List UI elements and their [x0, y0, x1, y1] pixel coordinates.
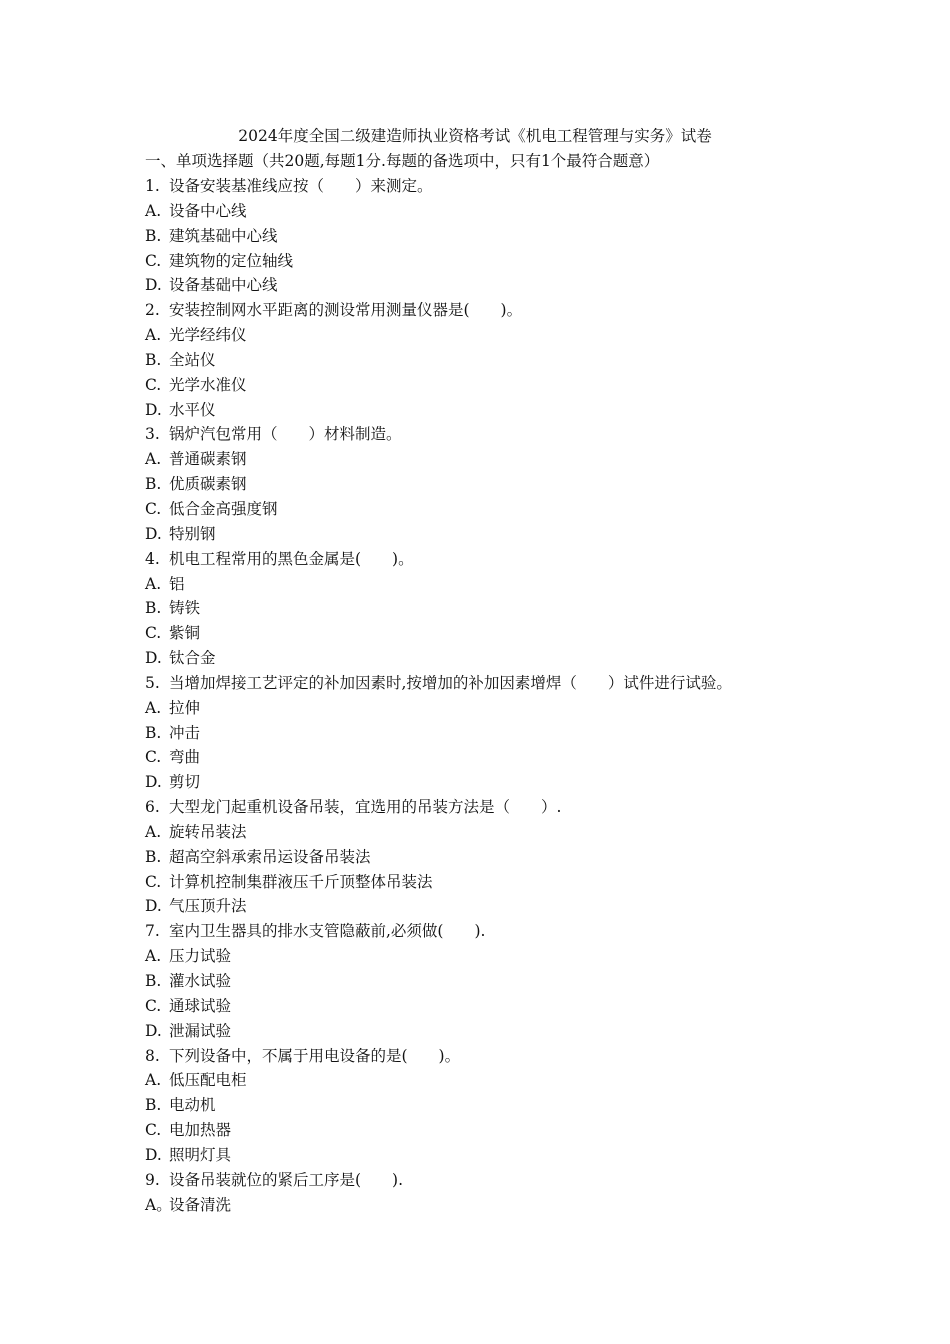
option-letter: B.	[145, 972, 162, 990]
option-text: 通球试验	[169, 996, 232, 1015]
option-letter: A.	[145, 450, 162, 469]
option-letter: D.	[145, 773, 162, 792]
question-text: 安装控制网水平距离的测设常用测量仪器是( )。	[169, 301, 523, 320]
option-item	[145, 1093, 935, 1118]
question-number: 1.	[145, 177, 160, 195]
option-item	[145, 646, 935, 671]
option-letter: D.	[145, 1145, 162, 1164]
option-text: 计算机控制集群液压千斤顶整体吊装法	[169, 872, 433, 891]
question-number: 6.	[145, 798, 160, 817]
option-text: 水平仪	[169, 400, 216, 419]
question-stem	[145, 671, 935, 696]
question-list	[145, 174, 935, 1217]
option-letter: B.	[145, 226, 162, 245]
question-stem	[145, 1044, 935, 1069]
option-text: 电加热器	[169, 1121, 232, 1140]
option-item	[145, 273, 935, 298]
option-text: 建筑基础中心线	[169, 226, 278, 245]
question-text: 设备吊装就位的紧后工序是( ).	[169, 1170, 404, 1189]
question-stem	[145, 919, 935, 944]
option-letter: A.	[145, 574, 162, 593]
option-item	[145, 497, 935, 522]
option-item	[145, 994, 935, 1019]
question-number: 3.	[145, 425, 160, 444]
option-letter: C.	[145, 872, 162, 891]
option-text: 低合金高强度钢	[169, 499, 278, 518]
option-text: 剪切	[169, 773, 201, 792]
option-letter: A.	[145, 201, 162, 220]
option-text: 光学经纬仪	[169, 326, 247, 345]
option-letter: D.	[145, 897, 162, 916]
option-text: 电动机	[169, 1096, 216, 1115]
option-item	[145, 1068, 935, 1093]
option-item	[145, 1193, 935, 1218]
option-text: 低压配电柜	[169, 1071, 247, 1090]
question-number: 8.	[145, 1046, 160, 1065]
option-letter: B.	[145, 350, 162, 369]
option-letter: A.	[145, 947, 162, 966]
option-item	[145, 696, 935, 721]
option-item	[145, 745, 935, 770]
option-item	[145, 572, 935, 597]
option-text: 弯曲	[169, 748, 201, 767]
option-item	[145, 944, 935, 969]
option-item	[145, 894, 935, 919]
option-item	[145, 845, 935, 870]
option-letter: C.	[145, 251, 162, 270]
option-text: 冲击	[169, 723, 201, 742]
question-number: 9.	[145, 1170, 160, 1189]
option-item	[145, 398, 935, 423]
question-stem	[145, 422, 935, 447]
option-text: 普通碳素钢	[169, 450, 247, 469]
option-letter: C.	[145, 996, 162, 1015]
option-text: 紫铜	[169, 624, 201, 643]
option-text: 铝	[169, 574, 185, 593]
document-title: 2024年度全国二级建造师执业资格考试《机电工程管理与实务》试卷	[238, 127, 712, 145]
option-text: 旋转吊装法	[169, 822, 247, 841]
option-letter: D.	[145, 1021, 162, 1040]
section-heading: 一、单项选择题（共20题,每题1分.每题的备选项中，只有1个最符合题意）	[145, 152, 660, 170]
option-letter: C.	[145, 375, 162, 394]
option-text: 照明灯具	[169, 1145, 232, 1164]
option-letter: D.	[145, 649, 162, 668]
option-text: 铸铁	[169, 599, 201, 618]
option-item	[145, 373, 935, 398]
option-letter: D.	[145, 400, 162, 419]
option-letter: A.	[145, 698, 162, 717]
question-stem	[145, 547, 935, 572]
option-letter: C.	[145, 499, 162, 518]
option-text: 全站仪	[169, 350, 216, 369]
option-item	[145, 323, 935, 348]
option-text: 灌水试验	[169, 972, 232, 990]
option-text: 超高空斜承索吊运设备吊装法	[169, 847, 371, 866]
question-text: 机电工程常用的黑色金属是( )。	[169, 549, 414, 568]
option-item	[145, 522, 935, 547]
option-item	[145, 770, 935, 795]
option-item	[145, 969, 935, 994]
option-letter: D.	[145, 524, 162, 543]
option-letter: D.	[145, 276, 162, 295]
option-text: 设备中心线	[169, 201, 247, 220]
option-text: 气压顶升法	[169, 897, 247, 916]
option-letter: C.	[145, 748, 162, 767]
option-item	[145, 721, 935, 746]
option-item	[145, 870, 935, 895]
question-number: 5.	[145, 673, 160, 692]
option-letter: C.	[145, 624, 162, 643]
question-stem	[145, 795, 935, 820]
option-letter: A.	[145, 326, 162, 345]
question-text: 室内卫生器具的排水支管隐蔽前,必须做( ).	[169, 922, 486, 941]
option-item	[145, 621, 935, 646]
option-letter: B.	[145, 723, 162, 742]
option-item	[145, 447, 935, 472]
option-item	[145, 1143, 935, 1168]
option-item	[145, 1019, 935, 1044]
option-item	[145, 224, 935, 249]
question-text: 下列设备中，不属于用电设备的是( )。	[169, 1046, 461, 1065]
option-letter: B.	[145, 1096, 162, 1115]
option-text: 优质碳素钢	[169, 475, 247, 494]
question-stem	[145, 1168, 935, 1193]
question-number: 2.	[145, 301, 160, 320]
option-item	[145, 596, 935, 621]
option-letter: A.	[145, 822, 162, 841]
question-text: 设备安装基准线应按（ ）来测定。	[169, 177, 433, 195]
option-text: 光学水准仪	[169, 375, 247, 394]
question-text: 当增加焊接工艺评定的补加因素时,按增加的补加因素增焊（ ）试件进行试验。	[169, 673, 732, 692]
question-text: 大型龙门起重机设备吊装，宜选用的吊装方法是（ ）.	[169, 798, 562, 817]
option-letter: B.	[145, 599, 162, 618]
option-letter: A.	[145, 1071, 162, 1090]
option-text: 钛合金	[169, 649, 216, 668]
option-text: 设备清洗	[169, 1195, 232, 1214]
question-number: 4.	[145, 549, 160, 568]
question-number: 7.	[145, 922, 160, 941]
option-letter: A。	[145, 1195, 172, 1214]
option-text: 特别钢	[169, 524, 216, 543]
option-item	[145, 199, 935, 224]
option-letter: C.	[145, 1121, 162, 1140]
question-text: 锅炉汽包常用（ ）材料制造。	[169, 425, 402, 444]
question-stem	[145, 298, 935, 323]
option-item	[145, 820, 935, 845]
option-item	[145, 348, 935, 373]
option-item	[145, 249, 935, 274]
option-text: 设备基础中心线	[169, 276, 278, 295]
option-item	[145, 1118, 935, 1143]
question-stem	[145, 174, 935, 199]
option-letter: B.	[145, 847, 162, 866]
option-text: 压力试验	[169, 947, 232, 966]
option-item	[145, 472, 935, 497]
option-text: 建筑物的定位轴线	[169, 251, 294, 270]
option-letter: B.	[145, 475, 162, 494]
option-text: 拉伸	[169, 698, 201, 717]
option-text: 泄漏试验	[169, 1021, 232, 1040]
